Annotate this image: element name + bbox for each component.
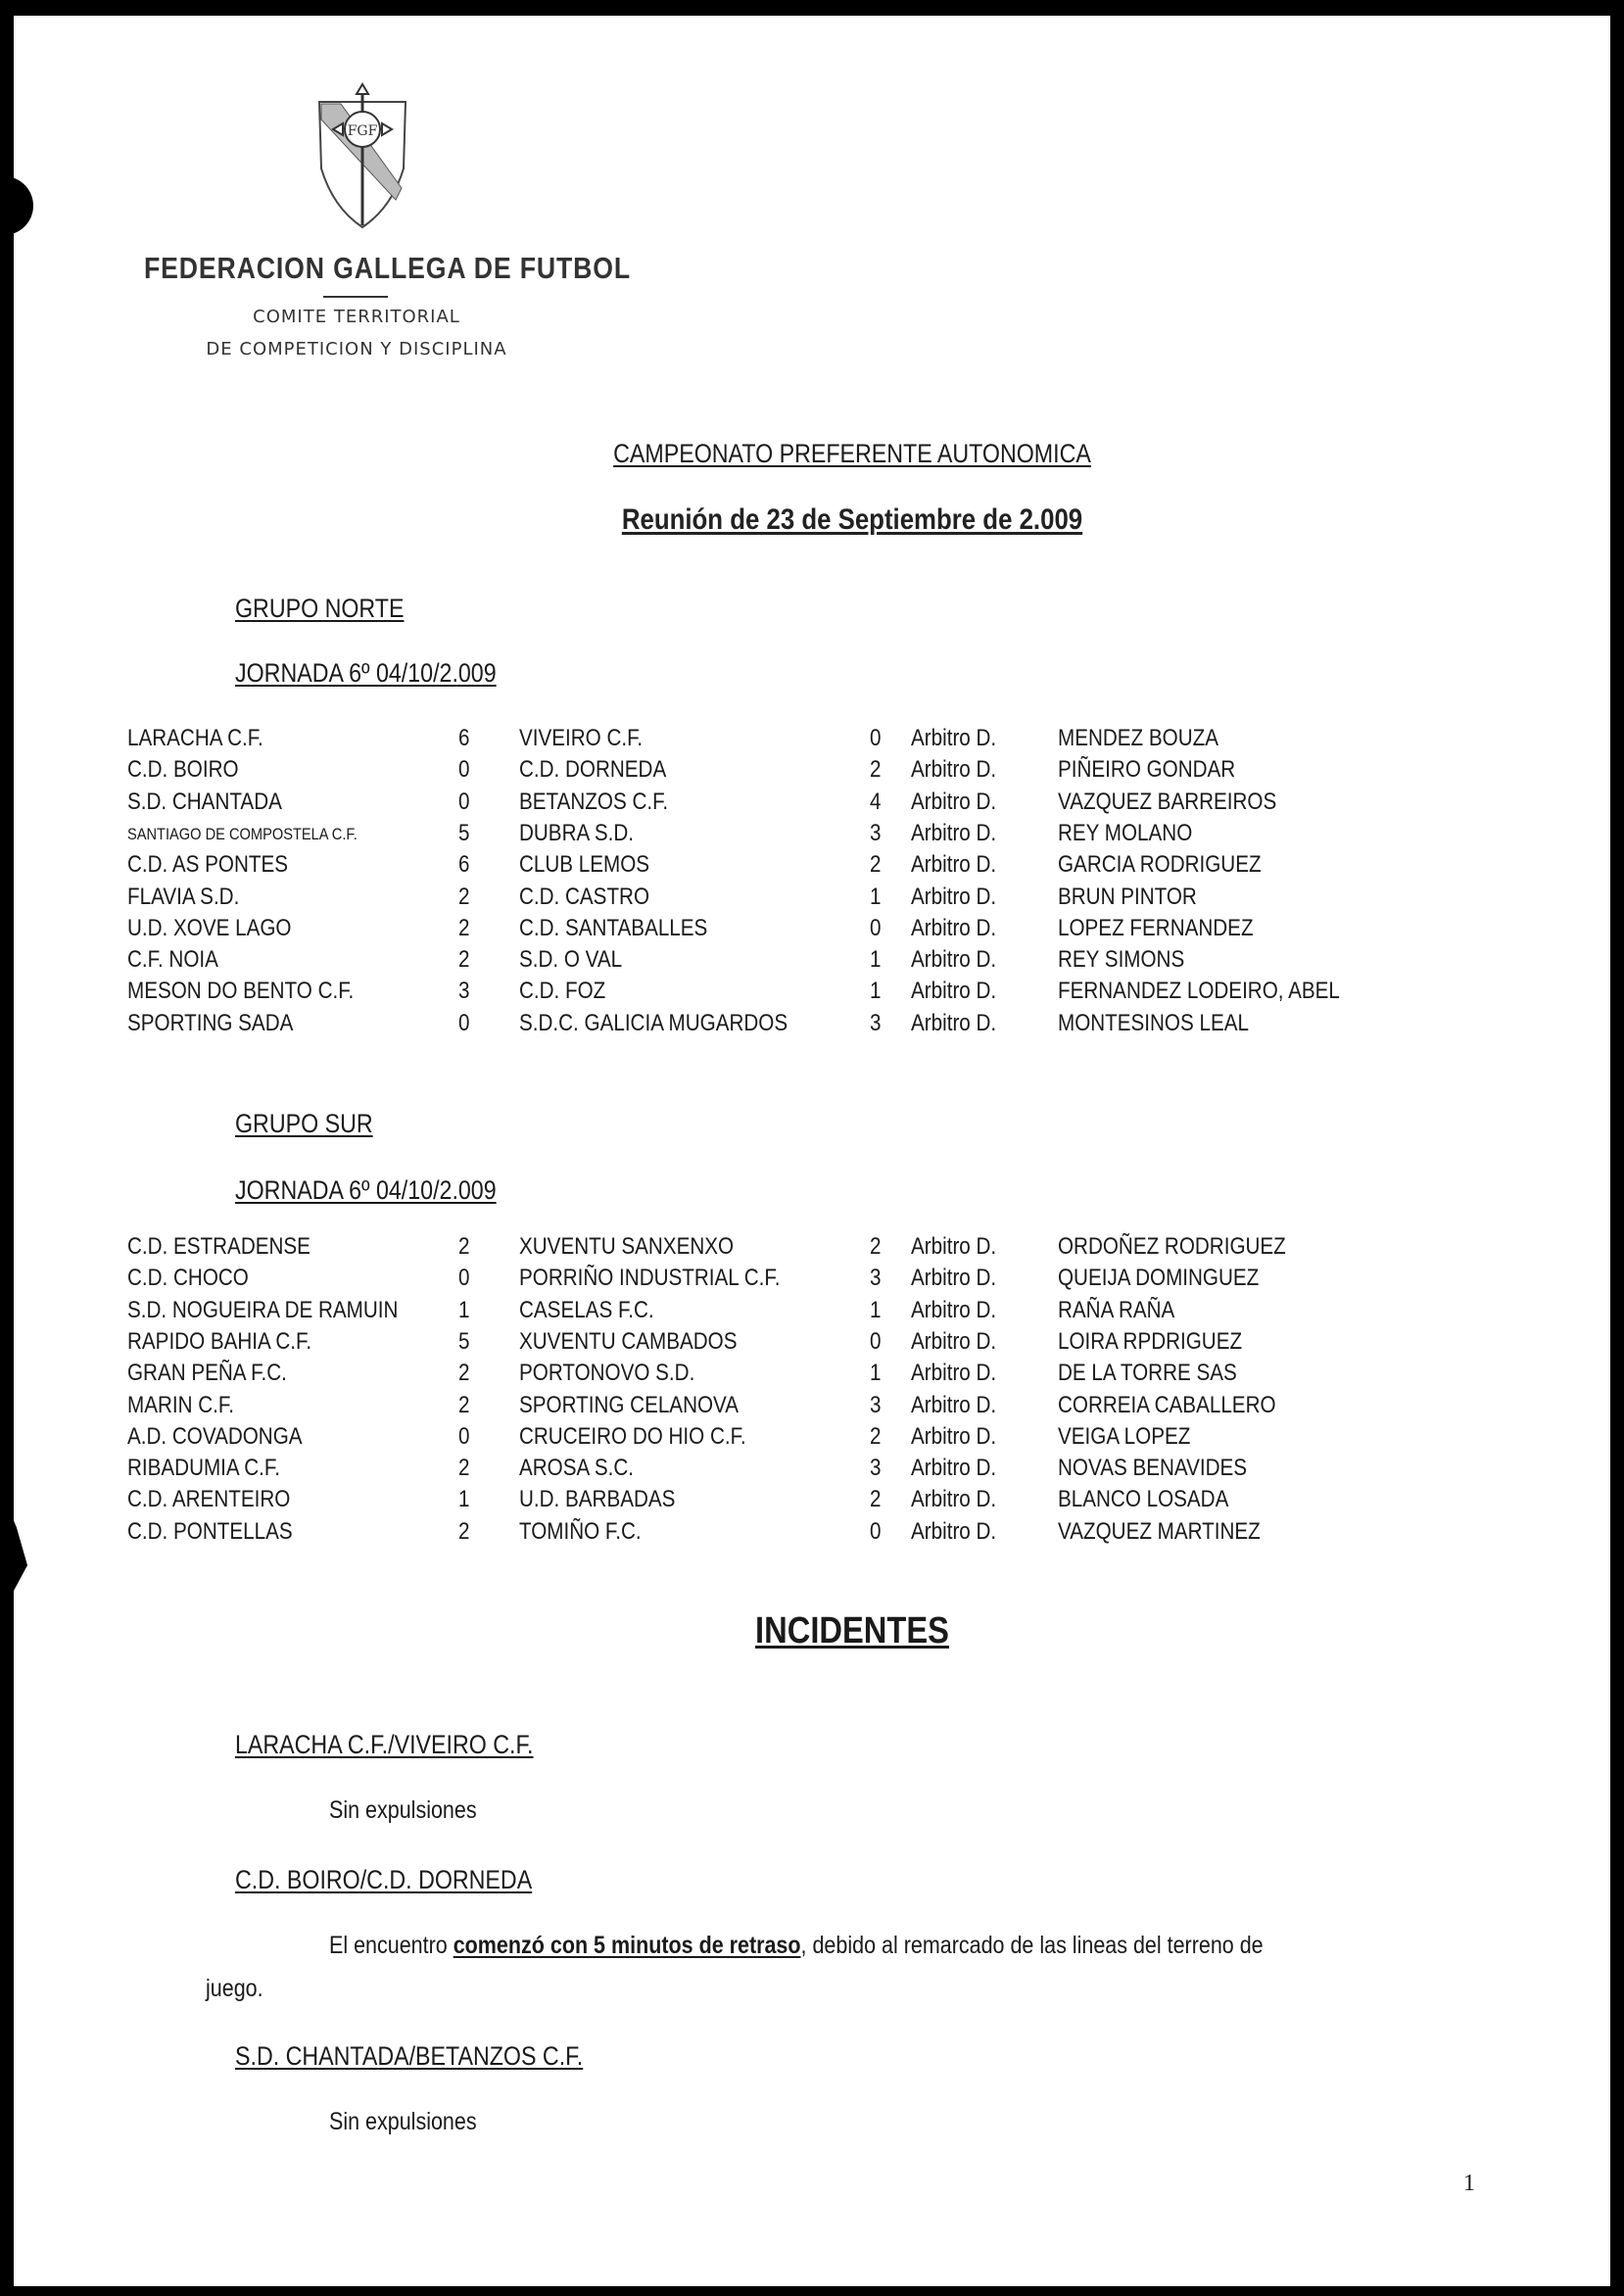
incident-text <box>329 1932 1264 1960</box>
referee-role: Arbitro D. <box>911 1517 997 1545</box>
away-team: TOMIÑO F.C. <box>519 1517 642 1545</box>
incident-text-highlight: comenzó con 5 minutos de retraso <box>453 1932 801 1959</box>
round-heading: JORNADA 6º 04/10/2.009 <box>235 658 497 688</box>
referee-role: Arbitro D. <box>911 1009 997 1036</box>
incident-match-heading: S.D. CHANTADA/BETANZOS C.F. <box>235 2041 584 2071</box>
home-score: 6 <box>458 851 470 879</box>
federation-name: FEDERACION GALLEGA DE FUTBOL <box>144 251 632 285</box>
referee-name: LOPEZ FERNANDEZ <box>1058 914 1254 941</box>
home-team: C.F. NOIA <box>127 946 218 974</box>
championship-title: CAMPEONATO PREFERENTE AUTONOMICA <box>613 439 1091 468</box>
incident-text: Sin expulsiones <box>329 1796 477 1824</box>
home-team: C.D. CHOCO <box>127 1265 249 1292</box>
away-team: C.D. SANTABALLES <box>519 914 708 941</box>
away-score: 4 <box>870 788 882 815</box>
home-score: 5 <box>458 819 470 846</box>
referee-name: VEIGA LOPEZ <box>1058 1422 1191 1450</box>
referee-name: NOVAS BENAVIDES <box>1058 1455 1248 1482</box>
referee-role: Arbitro D. <box>911 725 997 751</box>
away-team: XUVENTU SANXENXO <box>519 1233 735 1260</box>
referee-role: Arbitro D. <box>911 978 997 1005</box>
away-score: 3 <box>870 1455 882 1482</box>
referee-role: Arbitro D. <box>911 1296 997 1323</box>
home-team: MARIN C.F. <box>127 1391 234 1418</box>
home-score: 6 <box>458 725 470 751</box>
incident-match-heading: C.D. BOIRO/C.D. DORNEDA <box>235 1865 533 1894</box>
home-team: RAPIDO BAHIA C.F. <box>127 1327 312 1355</box>
away-team: C.D. CASTRO <box>519 883 650 910</box>
away-team: S.D. O VAL <box>519 946 623 974</box>
away-score: 1 <box>870 946 882 974</box>
away-score: 3 <box>870 819 882 846</box>
away-team: U.D. BARBADAS <box>519 1486 676 1513</box>
away-score: 0 <box>870 1517 882 1545</box>
referee-role: Arbitro D. <box>911 1360 997 1387</box>
incidents-title: INCIDENTES <box>755 1610 949 1651</box>
federation-crest-logo <box>313 80 411 237</box>
home-score: 2 <box>458 946 470 974</box>
home-score: 2 <box>458 883 470 910</box>
away-score: 1 <box>870 1360 882 1387</box>
home-team: LARACHA C.F. <box>127 725 263 751</box>
away-team: CASELAS F.C. <box>519 1296 654 1323</box>
away-team: S.D.C. GALICIA MUGARDOS <box>519 1009 788 1036</box>
referee-name: DE LA TORRE SAS <box>1058 1360 1237 1387</box>
away-team: C.D. DORNEDA <box>519 756 667 784</box>
away-team: BETANZOS C.F. <box>519 788 669 815</box>
home-team: C.D. ARENTEIRO <box>127 1486 291 1513</box>
away-score: 2 <box>870 851 882 879</box>
referee-name: VAZQUEZ MARTINEZ <box>1058 1517 1261 1545</box>
home-team: U.D. XOVE LAGO <box>127 914 292 941</box>
home-team: RIBADUMIA C.F. <box>127 1455 280 1482</box>
away-team: PORTONOVO S.D. <box>519 1360 695 1387</box>
away-score: 0 <box>870 914 882 941</box>
home-score: 0 <box>458 756 470 784</box>
away-score: 1 <box>870 978 882 1005</box>
away-team: VIVEIRO C.F. <box>519 725 644 751</box>
document-page <box>14 16 1610 2286</box>
referee-role: Arbitro D. <box>911 1455 997 1482</box>
referee-name: BRUN PINTOR <box>1058 883 1197 910</box>
home-score: 3 <box>458 978 470 1005</box>
home-score: 0 <box>458 1265 470 1292</box>
home-team: S.D. NOGUEIRA DE RAMUIN <box>127 1296 399 1323</box>
home-team: SANTIAGO DE COMPOSTELA C.F. <box>127 824 358 843</box>
away-team: PORRIÑO INDUSTRIAL C.F. <box>519 1265 781 1292</box>
away-team: DUBRA S.D. <box>519 819 634 846</box>
referee-name: PIÑEIRO GONDAR <box>1058 756 1236 784</box>
referee-name: MONTESINOS LEAL <box>1058 1009 1249 1036</box>
referee-name: LOIRA RPDRIGUEZ <box>1058 1327 1243 1355</box>
header-divider <box>323 296 388 298</box>
home-team: GRAN PEÑA F.C. <box>127 1360 287 1387</box>
away-score: 1 <box>870 1296 882 1323</box>
home-score: 5 <box>458 1327 470 1355</box>
away-score: 0 <box>870 725 882 751</box>
home-score: 2 <box>458 914 470 941</box>
referee-name: ORDOÑEZ RODRIGUEZ <box>1058 1233 1286 1260</box>
away-score: 2 <box>870 1486 882 1513</box>
referee-name: CORREIA CABALLERO <box>1058 1391 1276 1418</box>
committee-line-2: DE COMPETICION Y DISCIPLINA <box>206 339 507 359</box>
home-score: 0 <box>458 788 470 815</box>
page-number: 1 <box>1463 2171 1475 2196</box>
referee-role: Arbitro D. <box>911 1233 997 1260</box>
away-team: SPORTING CELANOVA <box>519 1391 740 1418</box>
referee-name: FERNANDEZ LODEIRO, ABEL <box>1058 978 1340 1005</box>
away-score: 3 <box>870 1391 882 1418</box>
away-score: 2 <box>870 756 882 784</box>
referee-name: REY MOLANO <box>1058 819 1193 846</box>
away-team: AROSA S.C. <box>519 1455 635 1482</box>
home-score: 0 <box>458 1422 470 1450</box>
away-score: 3 <box>870 1009 882 1036</box>
referee-role: Arbitro D. <box>911 851 997 879</box>
incident-text-post: , debido al remarcado de las lineas del terreno de <box>800 1932 1264 1959</box>
away-team: C.D. FOZ <box>519 978 606 1005</box>
referee-name: VAZQUEZ BARREIROS <box>1058 788 1277 815</box>
away-team: CLUB LEMOS <box>519 851 650 879</box>
home-score: 2 <box>458 1360 470 1387</box>
home-team: MESON DO BENTO C.F. <box>127 978 355 1005</box>
home-team: A.D. COVADONGA <box>127 1422 303 1450</box>
referee-role: Arbitro D. <box>911 1327 997 1355</box>
home-team: C.D. PONTELLAS <box>127 1517 293 1545</box>
incident-text-continued: juego. <box>206 1975 263 2002</box>
home-team: C.D. ESTRADENSE <box>127 1233 310 1260</box>
away-score: 3 <box>870 1265 882 1292</box>
home-score: 2 <box>458 1391 470 1418</box>
referee-role: Arbitro D. <box>911 883 997 910</box>
round-heading: JORNADA 6º 04/10/2.009 <box>235 1175 497 1205</box>
referee-role: Arbitro D. <box>911 946 997 974</box>
group-heading: GRUPO SUR <box>235 1109 373 1138</box>
referee-role: Arbitro D. <box>911 1391 997 1418</box>
home-score: 0 <box>458 1009 470 1036</box>
incident-text-pre: El encuentro <box>329 1932 454 1959</box>
referee-role: Arbitro D. <box>911 914 997 941</box>
home-team: FLAVIA S.D. <box>127 883 240 910</box>
referee-role: Arbitro D. <box>911 756 997 784</box>
away-score: 2 <box>870 1422 882 1450</box>
group-heading: GRUPO NORTE <box>235 594 405 623</box>
home-score: 2 <box>458 1517 470 1545</box>
home-score: 1 <box>458 1486 470 1513</box>
incident-match-heading: LARACHA C.F./VIVEIRO C.F. <box>235 1730 534 1759</box>
away-team: CRUCEIRO DO HIO C.F. <box>519 1422 746 1450</box>
referee-role: Arbitro D. <box>911 1422 997 1450</box>
referee-role: Arbitro D. <box>911 788 997 815</box>
away-score: 2 <box>870 1233 882 1260</box>
incident-text: Sin expulsiones <box>329 2108 477 2135</box>
referee-name: RAÑA RAÑA <box>1058 1296 1175 1323</box>
referee-name: REY SIMONS <box>1058 946 1185 974</box>
referee-name: GARCIA RODRIGUEZ <box>1058 851 1262 879</box>
referee-name: MENDEZ BOUZA <box>1058 725 1218 751</box>
meeting-date: Reunión de 23 de Septiembre de 2.009 <box>621 503 1083 536</box>
home-score: 2 <box>458 1233 470 1260</box>
referee-name: QUEIJA DOMINGUEZ <box>1058 1265 1260 1292</box>
away-team: XUVENTU CAMBADOS <box>519 1327 738 1355</box>
home-score: 1 <box>458 1296 470 1323</box>
away-score: 1 <box>870 883 882 910</box>
home-score: 2 <box>458 1455 470 1482</box>
referee-role: Arbitro D. <box>911 1486 997 1513</box>
committee-line-1: COMITE TERRITORIAL <box>253 307 460 327</box>
away-score: 0 <box>870 1327 882 1355</box>
referee-name: BLANCO LOSADA <box>1058 1486 1229 1513</box>
home-team: C.D. AS PONTES <box>127 851 289 879</box>
svg-text:FGF: FGF <box>347 123 378 139</box>
home-team: C.D. BOIRO <box>127 756 239 784</box>
referee-role: Arbitro D. <box>911 1265 997 1292</box>
home-team: SPORTING SADA <box>127 1009 294 1036</box>
referee-role: Arbitro D. <box>911 819 997 846</box>
home-team: S.D. CHANTADA <box>127 788 282 815</box>
